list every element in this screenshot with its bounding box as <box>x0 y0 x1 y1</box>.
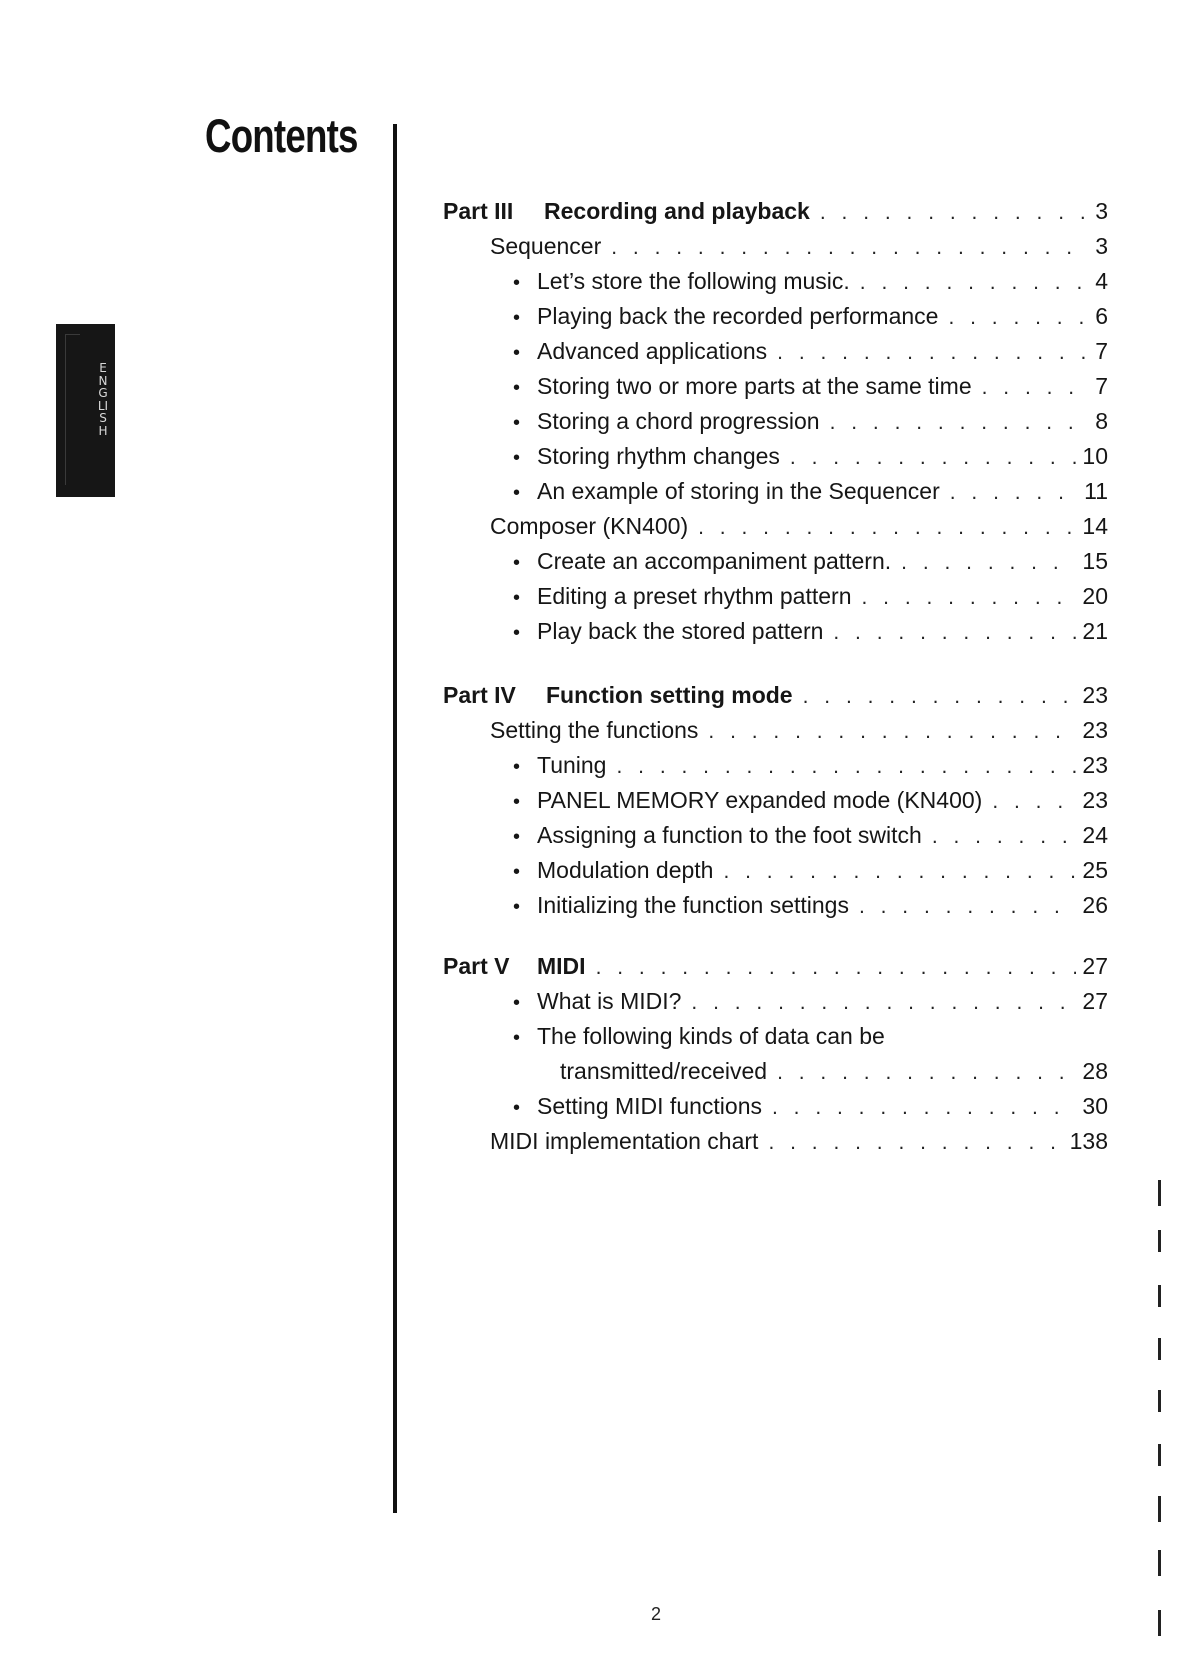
entry-label: What is MIDI? <box>537 988 682 1014</box>
page-ref: 21 <box>1082 618 1108 644</box>
scan-edge-mark <box>1158 1180 1161 1206</box>
toc-entry[interactable] <box>513 1091 1108 1123</box>
toc-entry[interactable] <box>513 336 1108 368</box>
dot-leader <box>982 373 1090 403</box>
toc-entry[interactable] <box>513 476 1108 508</box>
toc-part-iii[interactable] <box>443 196 1108 228</box>
dot-leader <box>596 953 1077 983</box>
dot-leader <box>768 1128 1063 1158</box>
toc-entry-midi-chart[interactable] <box>490 1126 1108 1158</box>
entry-label: Tuning <box>537 752 607 778</box>
bullet-icon: • <box>513 992 521 1014</box>
entry-label: Playing back the recorded performance <box>537 303 939 329</box>
page-title: Contents <box>205 109 358 162</box>
dot-leader <box>611 233 1089 263</box>
page-ref: 15 <box>1082 548 1108 574</box>
entry-label: An example of storing in the Sequencer <box>537 478 940 504</box>
dot-leader <box>777 338 1089 368</box>
toc-entry[interactable] <box>513 301 1108 333</box>
page-ref: 11 <box>1084 478 1108 504</box>
dot-leader <box>820 198 1089 228</box>
toc-entry[interactable] <box>513 750 1108 782</box>
page-ref: 23 <box>1082 717 1108 743</box>
scan-edge-mark <box>1158 1390 1161 1412</box>
toc-entry-setting-functions[interactable] <box>490 715 1108 747</box>
scan-edge-mark <box>1158 1230 1161 1252</box>
page-ref: 25 <box>1082 857 1108 883</box>
scan-edge-mark <box>1158 1338 1161 1360</box>
page-ref: 10 <box>1082 443 1108 469</box>
scan-edge-mark <box>1158 1285 1161 1307</box>
toc-entry[interactable] <box>513 581 1108 613</box>
page-ref: 3 <box>1095 198 1108 224</box>
toc-entry[interactable] <box>513 890 1108 922</box>
page-ref: 20 <box>1082 583 1108 609</box>
bullet-icon: • <box>513 412 521 434</box>
entry-label: Play back the stored pattern <box>537 618 824 644</box>
entry-label: Setting the functions <box>490 717 699 743</box>
bullet-icon: • <box>513 552 521 574</box>
page-ref: 14 <box>1082 513 1108 539</box>
toc-entry-continuation[interactable] <box>560 1056 1108 1088</box>
page-ref: 30 <box>1082 1093 1108 1119</box>
bullet-icon: • <box>513 272 521 294</box>
toc-part-v[interactable] <box>443 951 1108 983</box>
part-label: Part V <box>443 953 510 979</box>
scan-edge-mark <box>1158 1444 1161 1466</box>
page-ref: 7 <box>1095 338 1108 364</box>
toc-entry[interactable] <box>513 986 1108 1018</box>
bullet-icon: • <box>513 587 521 609</box>
toc-entry[interactable] <box>513 820 1108 852</box>
part-title: Recording and playback <box>544 198 810 224</box>
dot-leader <box>772 1093 1076 1123</box>
dot-leader <box>777 1058 1076 1088</box>
dot-leader <box>790 443 1077 473</box>
toc-entry[interactable] <box>513 855 1108 887</box>
entry-label: Composer (KN400) <box>490 513 689 539</box>
bullet-icon: • <box>513 622 521 644</box>
part-title: MIDI <box>537 953 586 979</box>
entry-label: Modulation depth <box>537 857 714 883</box>
page-ref: 6 <box>1095 303 1108 329</box>
dot-leader <box>992 787 1076 817</box>
dot-leader <box>950 478 1078 508</box>
page-ref: 27 <box>1082 953 1108 979</box>
bullet-icon: • <box>513 861 521 883</box>
entry-label: PANEL MEMORY expanded mode (KN400) <box>537 787 983 813</box>
page-ref: 26 <box>1082 892 1108 918</box>
part-title: Function setting mode <box>546 682 793 708</box>
entry-label: The following kinds of data can be <box>537 1023 885 1049</box>
toc-entry[interactable] <box>513 546 1108 578</box>
entry-label: Setting MIDI functions <box>537 1093 762 1119</box>
entry-label: MIDI implementation chart <box>490 1128 759 1154</box>
page-ref: 24 <box>1082 822 1108 848</box>
toc-entry[interactable] <box>513 441 1108 473</box>
dot-leader <box>901 548 1076 578</box>
page-ref: 8 <box>1095 408 1108 434</box>
entry-label: Assigning a function to the foot switch <box>537 822 922 848</box>
entry-label: Create an accompaniment pattern. <box>537 548 892 574</box>
dot-leader <box>859 892 1076 922</box>
entry-label: transmitted/received <box>560 1058 768 1084</box>
page-number: 2 <box>651 1604 662 1624</box>
toc-entry-sequencer[interactable] <box>490 231 1108 263</box>
bullet-icon: • <box>513 342 521 364</box>
dot-leader <box>723 857 1076 887</box>
entry-label: Initializing the function settings <box>537 892 849 918</box>
bullet-icon: • <box>513 377 521 399</box>
entry-label: Storing two or more parts at the same time <box>537 373 972 399</box>
entry-label: Storing a chord progression <box>537 408 820 434</box>
toc-entry[interactable] <box>513 1021 1108 1053</box>
entry-label: Editing a preset rhythm pattern <box>537 583 852 609</box>
bullet-icon: • <box>513 896 521 918</box>
dot-leader <box>708 717 1076 747</box>
entry-label: Storing rhythm changes <box>537 443 780 469</box>
page-ref: 28 <box>1082 1058 1108 1084</box>
page-ref: 23 <box>1082 787 1108 813</box>
dot-leader <box>862 583 1077 613</box>
page-ref: 27 <box>1082 988 1108 1014</box>
bullet-icon: • <box>513 482 521 504</box>
page-ref: 4 <box>1095 268 1108 294</box>
entry-label: Sequencer <box>490 233 602 259</box>
page-ref: 7 <box>1095 373 1108 399</box>
toc-entry[interactable] <box>513 266 1108 298</box>
toc-part-iv[interactable] <box>443 680 1108 712</box>
entry-label: Let’s store the following music. <box>537 268 850 294</box>
part-label: Part III <box>443 198 514 224</box>
dot-leader <box>860 268 1089 298</box>
dot-leader <box>830 408 1090 438</box>
dot-leader <box>691 988 1076 1018</box>
toc-entry[interactable] <box>513 406 1108 438</box>
bullet-icon: • <box>513 826 521 848</box>
dot-leader <box>616 752 1076 782</box>
dot-leader <box>698 513 1076 543</box>
toc-entry[interactable] <box>513 785 1108 817</box>
scan-edge-mark <box>1158 1550 1161 1576</box>
part-label: Part IV <box>443 682 516 708</box>
scan-edge-mark <box>1158 1496 1161 1522</box>
bullet-icon: • <box>513 756 521 778</box>
bullet-icon: • <box>513 791 521 813</box>
bullet-icon: • <box>513 1097 521 1119</box>
page-ref: 23 <box>1082 752 1108 778</box>
dot-leader <box>948 303 1089 333</box>
scan-edge-mark <box>1158 1610 1161 1636</box>
language-label: ENGLISH <box>97 361 109 438</box>
page-ref: 23 <box>1082 682 1108 708</box>
toc-entry-composer[interactable] <box>490 511 1108 543</box>
bullet-icon: • <box>513 307 521 329</box>
bullet-icon: • <box>513 447 521 469</box>
dot-leader <box>803 682 1077 712</box>
toc-entry[interactable] <box>513 371 1108 403</box>
dot-leader <box>932 822 1077 852</box>
page-ref: 3 <box>1095 233 1108 259</box>
entry-label: Advanced applications <box>537 338 768 364</box>
page-ref: 138 <box>1069 1128 1108 1154</box>
toc-entry[interactable] <box>513 616 1108 648</box>
dot-leader <box>833 618 1076 648</box>
bullet-icon: • <box>513 1027 521 1049</box>
